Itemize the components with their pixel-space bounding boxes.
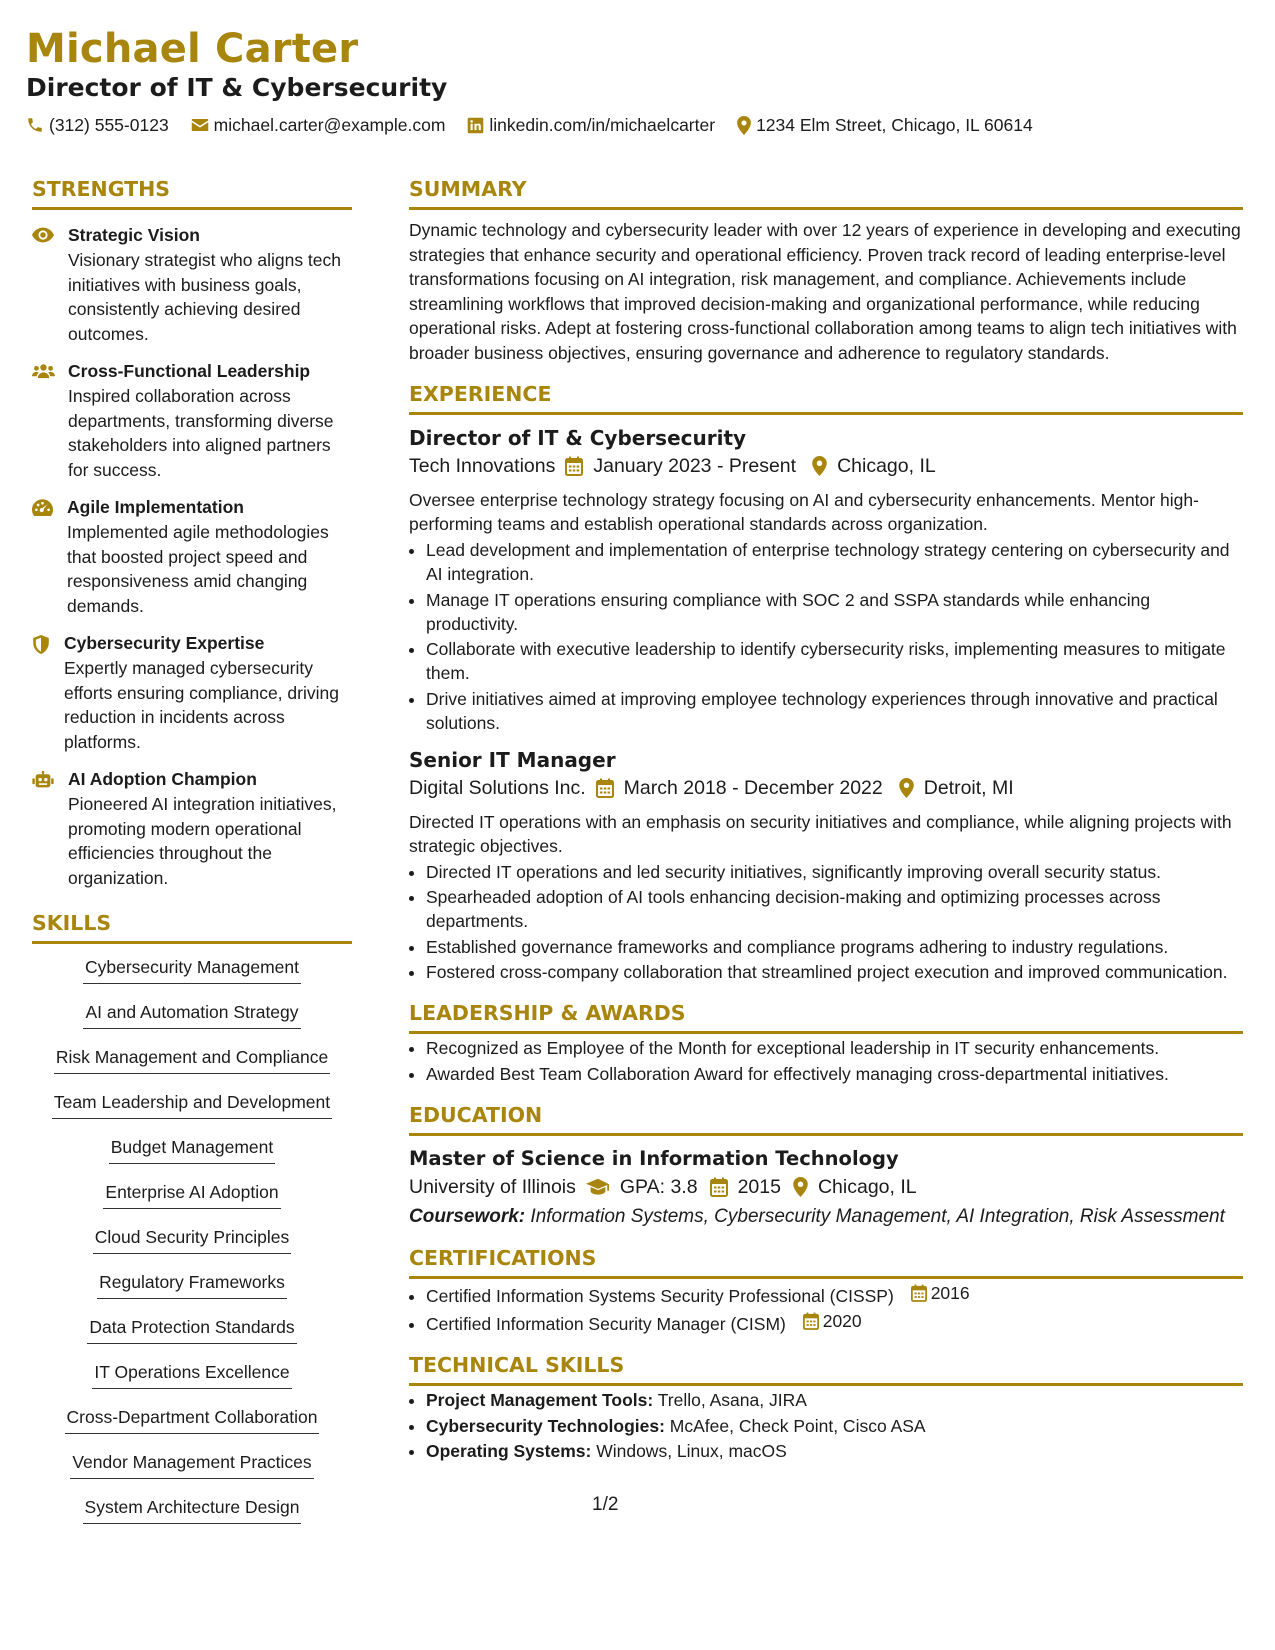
contact-email[interactable] bbox=[191, 114, 446, 136]
technical-skills-heading: TECHNICAL SKILLS bbox=[409, 1352, 1243, 1386]
strength-title: Cybersecurity Expertise bbox=[64, 633, 265, 653]
job-bullet: • Established governance frameworks and compliance programs adhering to industry regulations. bbox=[426, 935, 1243, 959]
strength-item bbox=[32, 360, 352, 482]
job-bullets bbox=[409, 538, 1243, 735]
skill-item: IT Operations Excellence bbox=[32, 1361, 352, 1406]
certifications-list bbox=[409, 1281, 1243, 1337]
technical-skill-item bbox=[426, 1388, 1243, 1412]
robot-icon bbox=[32, 771, 54, 789]
page-number: 1/2 bbox=[592, 1494, 619, 1515]
job-company: Tech Innovations bbox=[409, 455, 556, 477]
degree-title: Master of Science in Information Technology bbox=[409, 1146, 899, 1170]
awards-heading: LEADERSHIP & AWARDS bbox=[409, 1000, 1243, 1034]
phone-icon bbox=[26, 116, 44, 134]
education-meta bbox=[409, 1173, 1243, 1201]
certification-year: 2016 bbox=[930, 1282, 970, 1303]
gauge-icon bbox=[32, 499, 53, 517]
phone-text: (312) 555-0123 bbox=[49, 115, 169, 135]
job-bullet: • Collaborate with executive leadership to identify cybersecurity risks, implementing measures to mitigate them. bbox=[426, 637, 1243, 685]
job-bullet: • Drive initiatives aimed at improving employee technology experiences through innovative and practical solutions. bbox=[426, 687, 1243, 735]
strength-item bbox=[32, 768, 352, 890]
job-bullets bbox=[409, 860, 1243, 985]
shield-icon bbox=[32, 635, 50, 654]
job-meta bbox=[409, 774, 1243, 802]
job-bullet: • Spearheaded adoption of AI tools enhancing decision-making and optimizing processes across departments. bbox=[426, 885, 1243, 933]
job-location: Detroit, MI bbox=[923, 776, 1014, 799]
candidate-role: Director of IT & Cybersecurity bbox=[26, 73, 448, 102]
education-heading: EDUCATION bbox=[409, 1102, 1243, 1136]
technical-skill-label: Project Management Tools: bbox=[426, 1390, 654, 1410]
contact-bar bbox=[26, 114, 1246, 136]
skill-item: Enterprise AI Adoption bbox=[32, 1181, 352, 1226]
technical-skill-label: Cybersecurity Technologies: bbox=[426, 1415, 665, 1436]
strength-title: Agile Implementation bbox=[67, 497, 244, 517]
strength-desc: Implemented agile methodologies that boosted project speed and responsiveness amid changing demands. bbox=[67, 522, 329, 616]
job-meta bbox=[409, 452, 1243, 480]
address-text: 1234 Elm Street, Chicago, IL 60614 bbox=[756, 115, 1033, 135]
technical-skill-value: McAfee, Check Point, Cisco ASA bbox=[669, 1415, 926, 1436]
skill-item: Risk Management and Compliance bbox=[32, 1046, 352, 1091]
contact-linkedin[interactable] bbox=[467, 114, 715, 136]
skill-item: Data Protection Standards bbox=[32, 1316, 352, 1361]
award-item: • Recognized as Employee of the Month for exceptional leadership in IT security enhancements. bbox=[426, 1036, 1243, 1060]
job-dates: January 2023 - Present bbox=[593, 455, 797, 477]
certification-year: 2020 bbox=[822, 1311, 862, 1331]
job-bullet: • Directed IT operations and led security initiatives, significantly improving overall security status. bbox=[426, 860, 1243, 884]
job-description: Oversee enterprise technology strategy focusing on AI and cybersecurity enhancements. Mentor high-performing teams and establish operational standards across organization. bbox=[409, 490, 1199, 534]
certifications-heading: CERTIFICATIONS bbox=[409, 1245, 1243, 1279]
awards-list bbox=[409, 1036, 1243, 1086]
experience-heading: EXPERIENCE bbox=[409, 381, 1243, 415]
left-column bbox=[32, 176, 352, 1541]
job-company: Digital Solutions Inc. bbox=[409, 776, 586, 799]
education-location: Chicago, IL bbox=[817, 1175, 917, 1198]
calendar-icon bbox=[710, 1177, 728, 1197]
right-column bbox=[409, 176, 1243, 1465]
strength-item bbox=[32, 632, 352, 754]
job-entry bbox=[409, 425, 1243, 735]
certification-name: Certified Information Security Manager (CISM) bbox=[426, 1314, 786, 1334]
summary-text: Dynamic technology and cybersecurity leader with over 12 years of experience in developing and executing strategies that enhance security and operational efficiency. Proven track record of leading enterprise-level transformations focusing on AI integration, risk management, and compliance. Achievements include streamlining workflows that improved decision-making and organizational performance, while reducing operational risks. Adept at fostering cross-functional collaboration among teams to align tech initiatives with broader business objectives, ensuring governance and adherence to regulatory standards. bbox=[409, 220, 1241, 363]
strength-desc: Visionary strategist who aligns tech initiatives with business goals, consistently achieving desired outcomes. bbox=[68, 250, 342, 344]
technical-skill-item bbox=[426, 1414, 1243, 1438]
strength-item bbox=[32, 224, 352, 346]
job-title: Senior IT Manager bbox=[409, 747, 616, 772]
job-title: Director of IT & Cybersecurity bbox=[409, 426, 747, 450]
skill-item: Cross-Department Collaboration bbox=[32, 1406, 352, 1451]
map-pin-icon bbox=[812, 456, 827, 476]
coursework-text: Information Systems, Cybersecurity Management, AI Integration, Risk Assessment bbox=[530, 1205, 1225, 1227]
award-item: • Awarded Best Team Collaboration Award for effectively managing cross-departmental initiatives. bbox=[426, 1062, 1243, 1086]
contact-phone[interactable] bbox=[26, 114, 169, 136]
skill-item: Vendor Management Practices bbox=[32, 1451, 352, 1496]
strength-title: Cross-Functional Leadership bbox=[68, 361, 311, 381]
linkedin-icon bbox=[467, 117, 484, 134]
job-dates: March 2018 - December 2022 bbox=[623, 776, 883, 799]
strength-title: AI Adoption Champion bbox=[68, 769, 257, 789]
graduation-year: 2015 bbox=[737, 1175, 781, 1198]
calendar-icon bbox=[803, 1312, 819, 1330]
candidate-name: Michael Carter bbox=[26, 26, 359, 72]
map-pin-icon bbox=[899, 778, 914, 798]
strengths-heading: STRENGTHS bbox=[32, 176, 352, 210]
job-bullet: • Lead development and implementation of enterprise technology strategy centering on cybersecurity and AI integration. bbox=[426, 538, 1243, 586]
email-text: michael.carter@example.com bbox=[213, 115, 446, 135]
job-location: Chicago, IL bbox=[837, 455, 936, 477]
certification-item bbox=[426, 1281, 1243, 1308]
resume-header bbox=[26, 26, 1246, 136]
linkedin-text: linkedin.com/in/michaelcarter bbox=[489, 115, 716, 135]
skill-item: Cloud Security Principles bbox=[32, 1226, 352, 1271]
calendar-icon bbox=[911, 1284, 927, 1302]
job-bullet: • Manage IT operations ensuring compliance with SOC 2 and SSPA standards while enhancing productivity. bbox=[426, 588, 1243, 636]
certification-item bbox=[426, 1309, 1243, 1336]
strength-desc: Pioneered AI integration initiatives, promoting modern operational efficiencies throughout the organization. bbox=[68, 794, 337, 888]
skill-item: Cybersecurity Management bbox=[32, 956, 352, 1001]
coursework bbox=[409, 1205, 1243, 1229]
skills-list bbox=[32, 956, 352, 1541]
skill-item: Team Leadership and Development bbox=[32, 1091, 352, 1136]
strength-desc: Expertly managed cybersecurity efforts ensuring compliance, driving reduction in incidents across platforms. bbox=[64, 658, 339, 752]
eye-icon bbox=[32, 227, 54, 243]
technical-skill-label: Operating Systems: bbox=[426, 1441, 592, 1461]
job-description: Directed IT operations with an emphasis on security initiatives and compliance, while aligning projects with strategic objectives. bbox=[409, 811, 1232, 856]
skill-item: System Architecture Design bbox=[32, 1496, 352, 1541]
skill-item: AI and Automation Strategy bbox=[32, 1001, 352, 1046]
envelope-icon bbox=[191, 117, 209, 133]
summary-heading: SUMMARY bbox=[409, 176, 1243, 210]
skill-item: Budget Management bbox=[32, 1136, 352, 1181]
coursework-label: Coursework: bbox=[409, 1205, 526, 1227]
gpa-text: GPA: 3.8 bbox=[619, 1175, 698, 1198]
technical-skill-item bbox=[426, 1439, 1243, 1463]
users-icon bbox=[32, 363, 55, 379]
map-pin-icon bbox=[737, 116, 751, 135]
strength-item bbox=[32, 496, 352, 618]
graduation-cap-icon bbox=[586, 1178, 610, 1196]
certification-name: Certified Information Systems Security Professional (CISSP) bbox=[426, 1285, 894, 1306]
contact-address bbox=[737, 114, 1033, 136]
calendar-icon bbox=[596, 778, 614, 798]
job-entry bbox=[409, 747, 1243, 985]
technical-skill-value: Trello, Asana, JIRA bbox=[657, 1390, 807, 1410]
map-pin-icon bbox=[793, 1177, 808, 1197]
technical-skills-list bbox=[409, 1388, 1243, 1463]
skill-item: Regulatory Frameworks bbox=[32, 1271, 352, 1316]
calendar-icon bbox=[565, 456, 583, 476]
school-name: University of Illinois bbox=[409, 1175, 576, 1198]
strength-title: Strategic Vision bbox=[68, 225, 200, 245]
strength-desc: Inspired collaboration across departments, transforming diverse stakeholders into aligned partners for success. bbox=[68, 386, 334, 480]
technical-skill-value: Windows, Linux, macOS bbox=[596, 1441, 787, 1461]
skills-heading: SKILLS bbox=[32, 910, 352, 944]
job-bullet: • Fostered cross-company collaboration that streamlined project execution and improved communication. bbox=[426, 960, 1243, 984]
